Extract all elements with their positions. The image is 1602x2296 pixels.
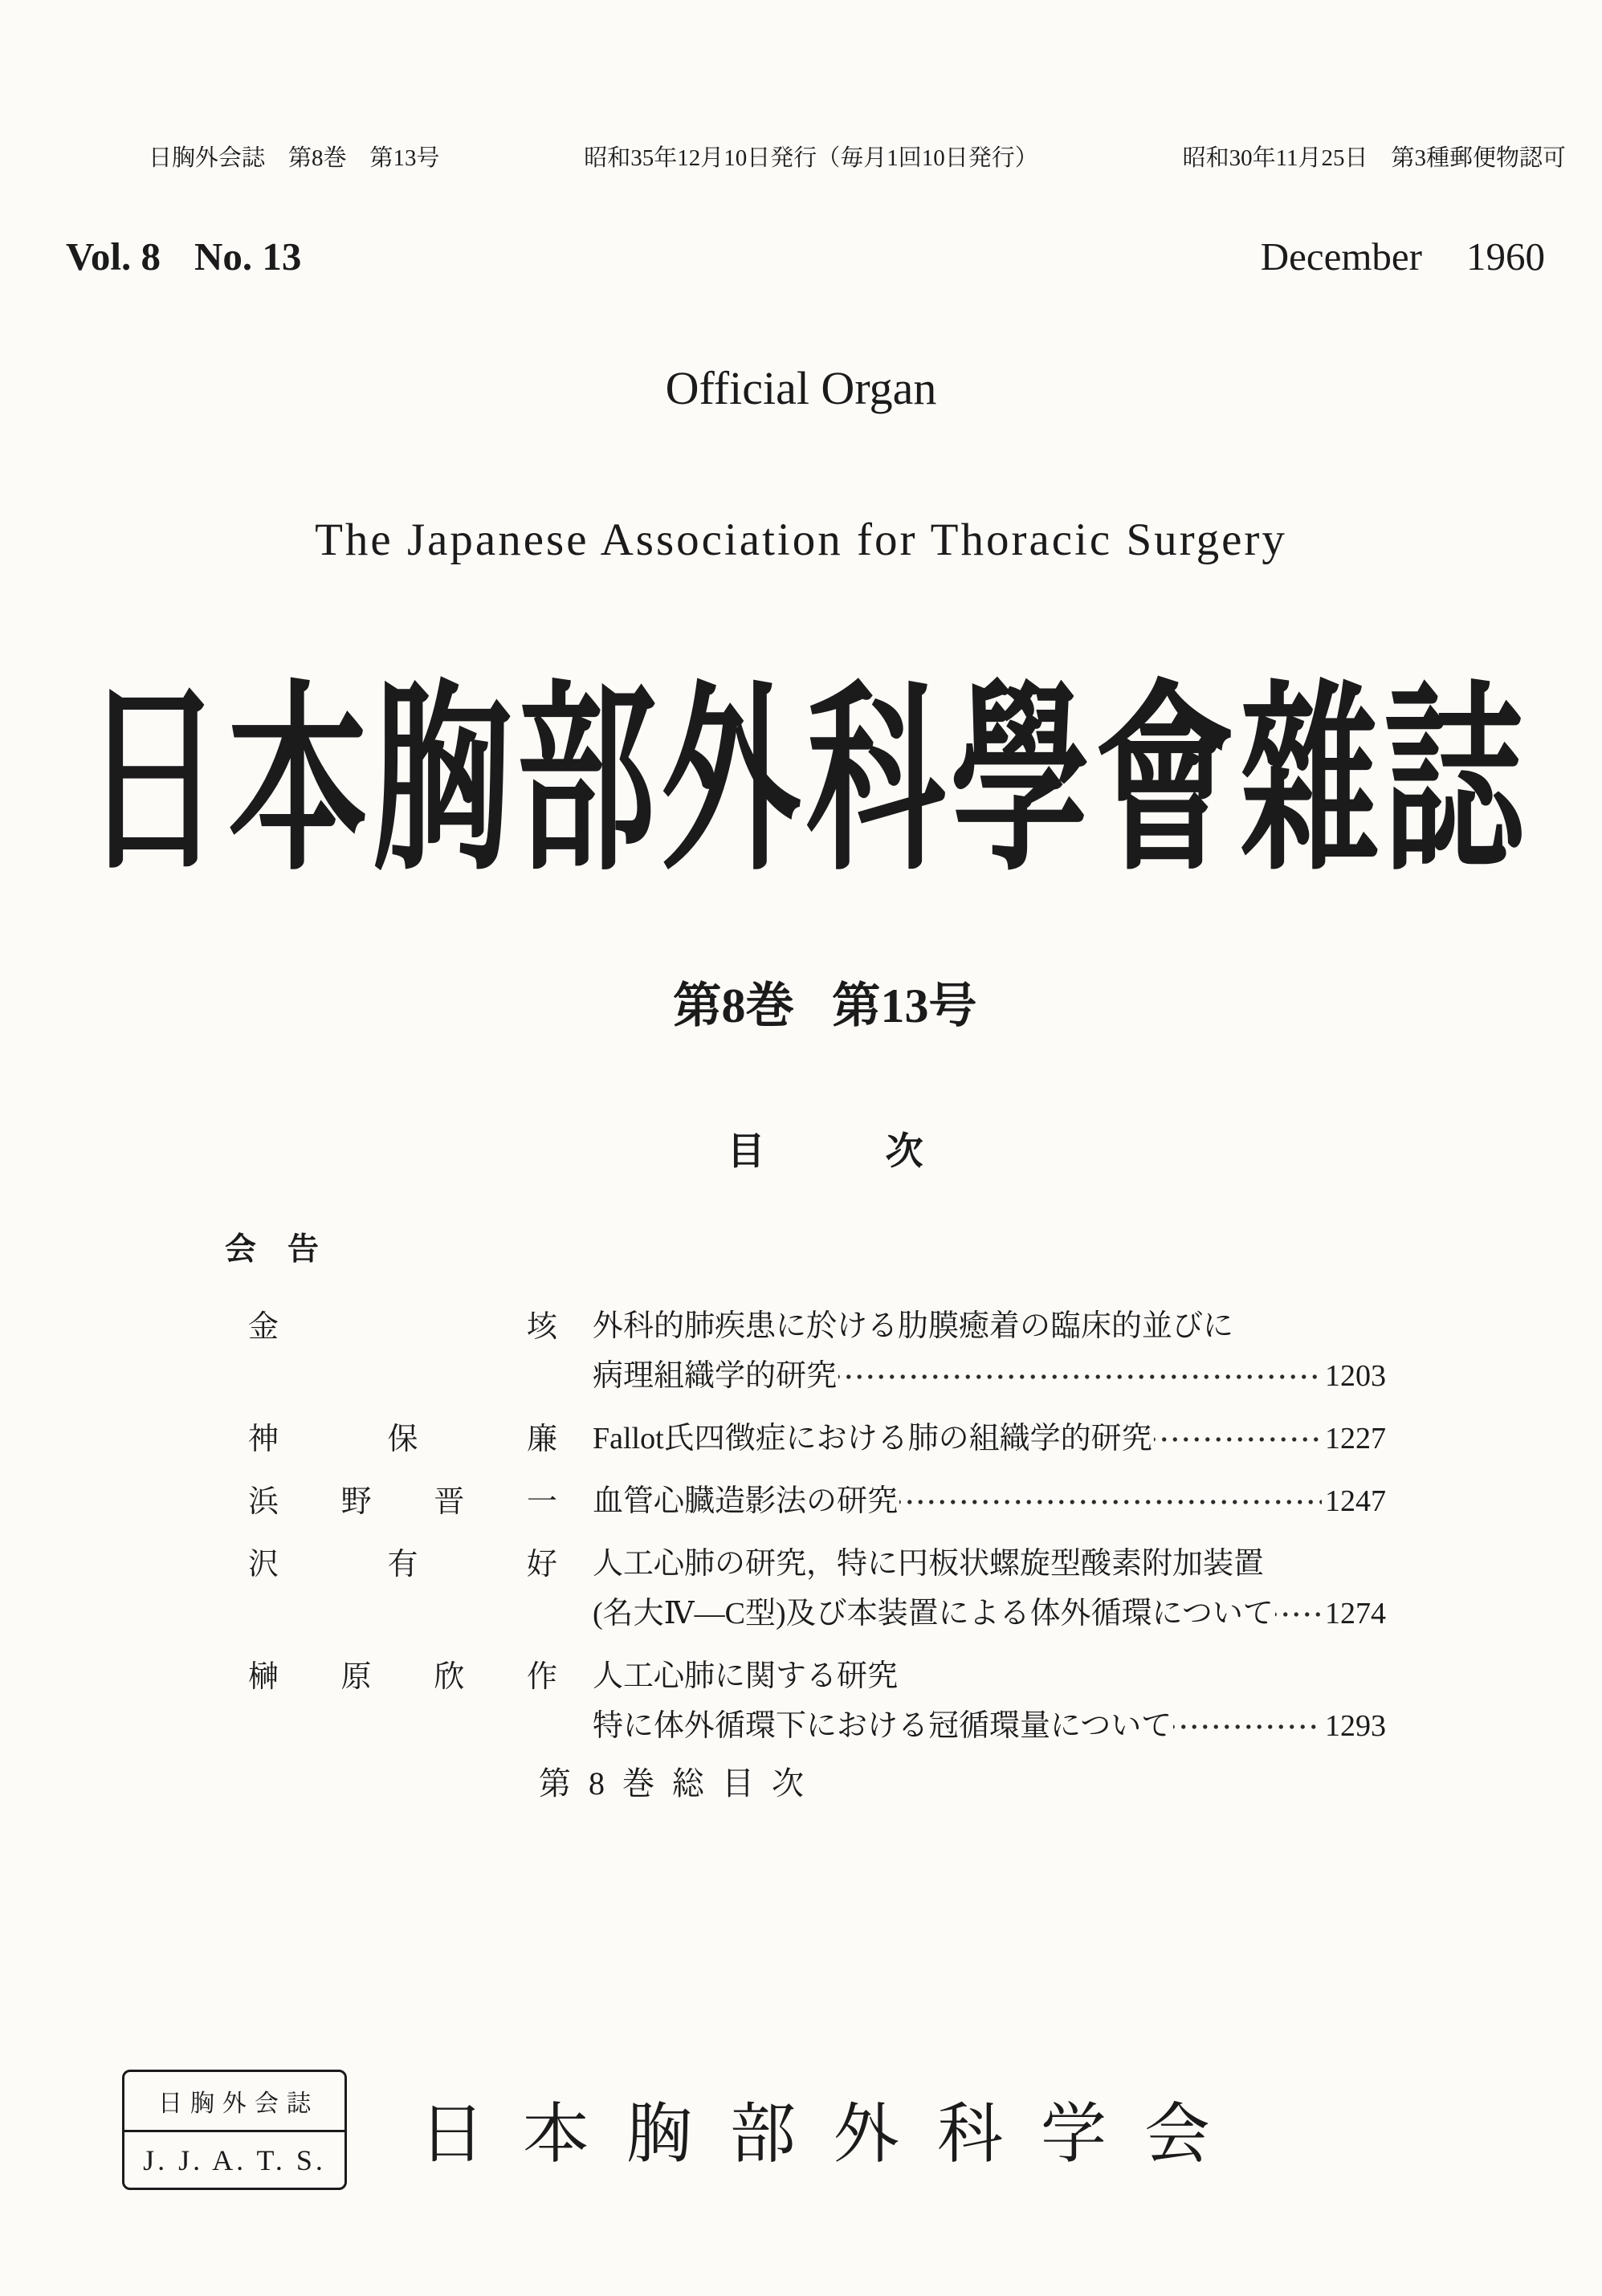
author-name: 浜野晋一 — [248, 1485, 557, 1519]
toc-title-line — [593, 1702, 1386, 1752]
author-name: 金垓 — [248, 1310, 557, 1344]
official-organ-label: Official Organ — [665, 362, 937, 414]
masthead-postal-approval: 昭和30年11月25日 第3種郵便物認可 — [1182, 145, 1566, 171]
association-name-english: The Japanese Association for Thoracic Surgery — [315, 515, 1287, 565]
toc-entry — [248, 1302, 1386, 1402]
author-name: 神保廉 — [248, 1423, 557, 1456]
journal-title-japanese: 日本胸部外科學會雜誌 — [84, 670, 1529, 894]
contents-title — [24, 1132, 1602, 1174]
issue-vol-label: Vol. 8 — [66, 234, 161, 279]
number-label-japanese: 第13号 — [832, 979, 977, 1032]
article-title: 人工心肺に関する研究 — [593, 1659, 899, 1694]
article-title: 特に体外循環下における冠循環量について — [593, 1709, 1172, 1744]
organization-name-japanese: 日本胸部外科学会 — [419, 2098, 1249, 2171]
article-title: 血管心臓造影法の研究 — [593, 1484, 899, 1519]
table-of-contents — [248, 1302, 1386, 1803]
toc-title-line — [593, 1477, 1386, 1527]
toc-entry — [248, 1652, 1386, 1752]
issue-no-label: No. 13 — [194, 234, 302, 279]
issue-month-label: December — [1260, 234, 1422, 279]
issue-volume-english — [66, 235, 301, 279]
page-number: 1227 — [1325, 1422, 1386, 1456]
article-title: 人工心肺の研究，特に円板状螺旋型酸素附加装置 — [593, 1547, 1265, 1582]
contents-title-char-1: 目 — [727, 1131, 765, 1173]
toc-entry — [248, 1540, 1386, 1639]
jjats-box-title: 日胸外会誌 — [158, 2090, 319, 2117]
jjats-box — [122, 2070, 347, 2190]
toc-title-line — [593, 1540, 1386, 1590]
page-number: 1293 — [1325, 1709, 1386, 1744]
masthead-issue-info: 日胸外会誌 第8巻 第13号 — [149, 145, 440, 171]
dot-leader — [1154, 1415, 1322, 1464]
dot-leader — [899, 1477, 1322, 1527]
masthead-publication-date: 昭和35年12月10日発行（毎月1回10日発行） — [584, 145, 1038, 171]
toc-entry — [248, 1477, 1386, 1527]
jjats-abbreviation: J. J. A. T. S. — [124, 2130, 344, 2188]
dot-leader — [1173, 1702, 1322, 1752]
volume-label-japanese: 第8巻 — [673, 979, 794, 1032]
article-title: (名大Ⅳ—C型)及び本装置による体外循環について — [593, 1597, 1274, 1631]
section-announcements-label: 会 告 — [225, 1232, 320, 1267]
toc-title-line — [593, 1652, 1386, 1702]
volume-number-row — [24, 979, 1602, 1032]
masthead — [149, 145, 1566, 173]
page-number: 1247 — [1325, 1484, 1386, 1519]
article-title: 外科的肺疾患に於ける肋膜癒着の臨床的並びに — [593, 1309, 1234, 1344]
volume-general-index-line: 第8巻総目次 — [539, 1765, 821, 1801]
toc-title-line — [593, 1352, 1386, 1402]
article-title: Fallot氏四徴症における肺の組織学的研究 — [593, 1422, 1152, 1456]
author-name: 沢有好 — [248, 1548, 557, 1582]
page-number: 1203 — [1325, 1359, 1386, 1394]
issue-date-english — [1261, 235, 1545, 279]
toc-entry — [248, 1415, 1386, 1464]
dot-leader — [1275, 1590, 1322, 1639]
article-title: 病理組織学的研究 — [593, 1359, 838, 1394]
page-number: 1274 — [1325, 1597, 1386, 1631]
issue-year-label: 1960 — [1466, 234, 1545, 279]
dot-leader — [838, 1352, 1322, 1402]
contents-title-char-2: 次 — [885, 1131, 923, 1173]
author-name: 榊原欣作 — [248, 1660, 557, 1694]
toc-title-line — [593, 1415, 1386, 1464]
issue-row — [66, 235, 1545, 279]
toc-title-line — [593, 1590, 1386, 1639]
toc-title-line — [593, 1302, 1386, 1352]
